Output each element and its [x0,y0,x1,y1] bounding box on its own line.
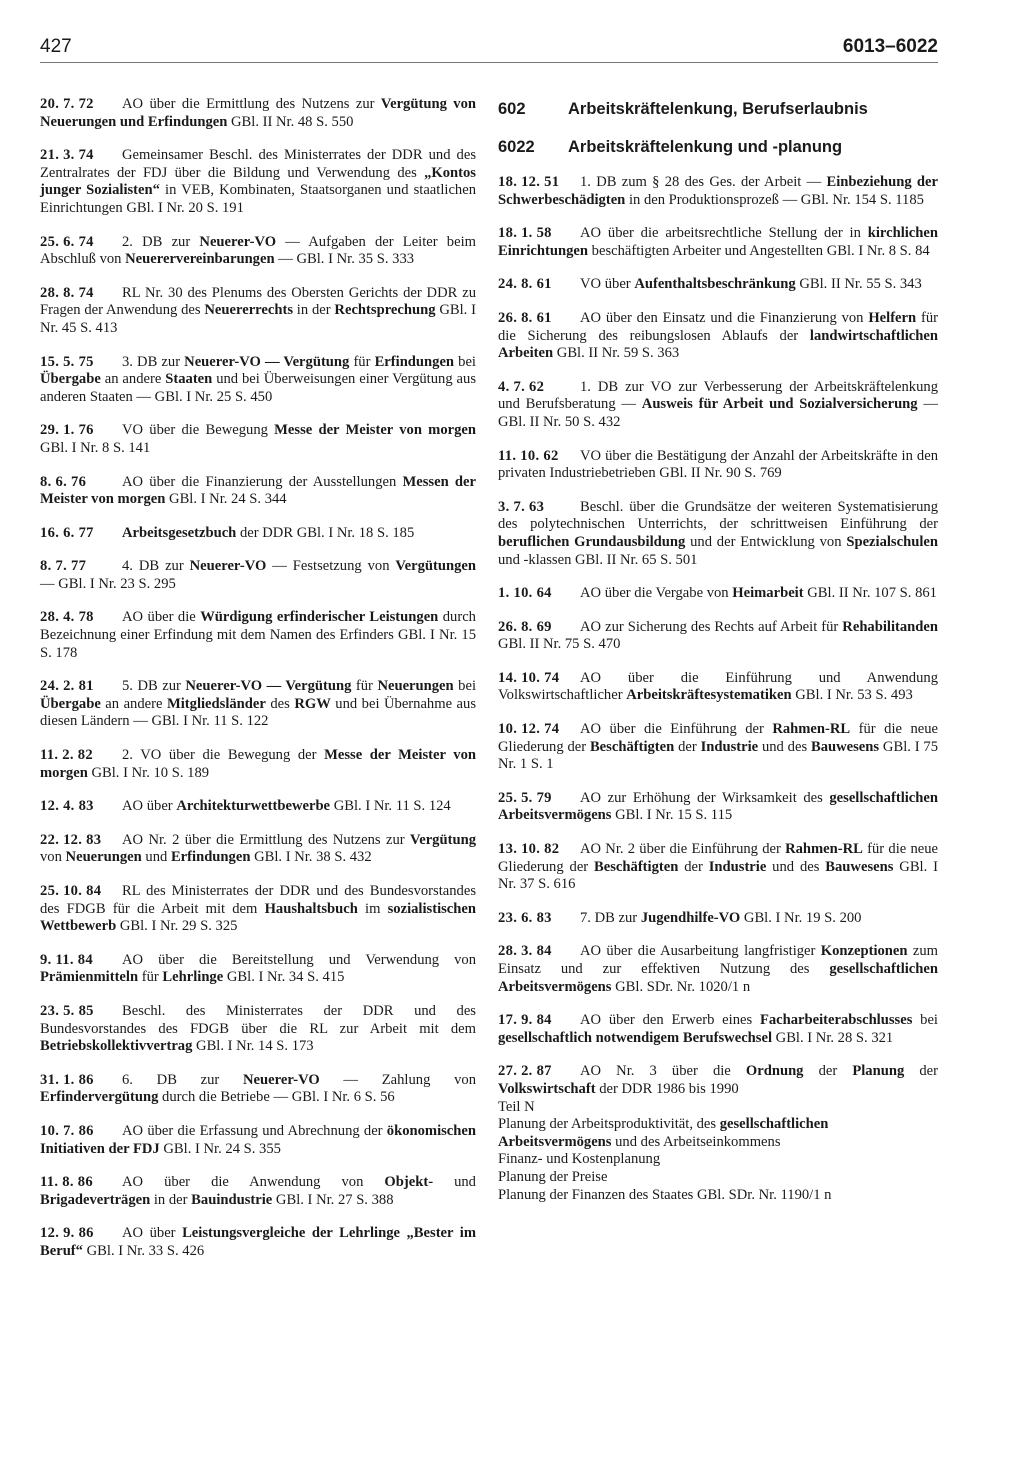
entry-text: und [141,849,171,866]
entry-text: der [678,858,709,875]
entry-keyword: Aufenthaltsbeschränkung [634,276,796,293]
entry-keyword: „Kontos junger Sozialisten“ [40,164,476,199]
law-entry [498,619,938,654]
entry-date: 31. 1. 86 [40,1071,94,1088]
entry-date: 21. 3. 74 [40,147,94,164]
entry-keyword: kirchlichen Einrichtungen [498,225,938,259]
entry-date: 9. 11. 84 [40,951,93,968]
entry-text: der [803,1063,853,1080]
entry-keyword: Planung [852,1063,905,1080]
law-entry [498,943,938,996]
entry-keyword: Architekturwettbewerbe [176,798,331,815]
entry-keyword: Übergabe [40,695,101,712]
entry-keyword: Rechtsprechung [334,302,436,319]
entry-text: RL des Ministerrates der DDR und des Bundesvorstandes des FDGB für die Arbeit mit dem [40,883,476,917]
entry-keyword: Heimarbeit [732,585,804,602]
entry-text: Beschl. über die Grundsätze der weiteren Systematisierung des polytechnischen Unterrichts, der schrittweisen Einführung der [498,498,938,533]
entry-date: 15. 5. 75 [40,353,94,370]
entry-keyword: Neuerer-VO [199,233,277,250]
entry-text: Planung der Preise [498,1168,608,1185]
entry-date: 28. 3. 84 [498,943,552,960]
entry-text: GBl. I Nr. 24 S. 344 [165,491,287,508]
entry-text: AO über die Ermittlung des Nutzens zur [122,96,381,112]
entry-keyword: Neuerer-VO — Vergütung [184,353,350,370]
entry-text: beschäftigten Arbeiter und Angestellten GBl. I Nr. 8 S. 84 [588,242,930,259]
entry-date: 13. 10. 82 [498,841,560,858]
entry-date: 4. 7. 62 [498,378,545,395]
entry-text: AO zur Erhöhung der Wirksamkeit des [580,789,830,806]
law-entry [498,448,938,483]
entry-date: 28. 8. 74 [40,284,94,301]
entry-line [498,1116,938,1151]
entry-keyword: Prämienmitteln [40,969,139,986]
law-entry [40,1072,476,1107]
entry-text: Planung der Arbeitsproduktivität, des [498,1116,720,1133]
entry-date: 18. 12. 51 [498,174,560,190]
entry-text: und [433,1174,476,1191]
entry-text: und bei Übernahme aus diesen Ländern — GBl. I Nr. 11 S. 122 [40,695,476,730]
entry-date: 27. 2. 87 [498,1063,552,1080]
entry-keyword: Neuerervereinbarungen [125,251,275,268]
law-entry [40,422,476,457]
entry-text: AO über den Einsatz und die Finanzierung von [580,309,869,326]
entry-date: 10. 7. 86 [40,1122,94,1139]
entry-text: AO über die Ausarbeitung langfristiger [580,943,821,960]
entry-date: 12. 9. 86 [40,1225,94,1242]
entry-keyword: Arbeitskräftesystematiken [626,687,792,704]
entry-date: 11. 2. 82 [40,747,93,764]
entry-keyword: landwirtschaftlichen Arbeiten [498,327,938,362]
law-entry [498,1063,938,1098]
entry-text: AO Nr. 3 über die [580,1063,746,1080]
entry-text: GBl. I Nr. 29 S. 325 [116,918,238,935]
entry-text: durch die Betriebe — GBl. I Nr. 6 S. 56 [158,1089,395,1106]
entry-date: 16. 6. 77 [40,524,94,541]
entry-text: für [349,353,375,370]
entry-keyword: Einbeziehung der Schwerbeschädigten [498,174,938,208]
entry-text: AO Nr. 2 über die Einführung der [580,841,786,858]
law-entry [40,1174,476,1209]
entry-keyword: Konzeptionen [820,943,908,960]
law-entry [40,952,476,987]
entry-text: der DDR 1986 bis 1990 [595,1080,739,1097]
entry-keyword: Spezialschulen [846,533,938,550]
entry-text: Finanz- und Kostenplanung [498,1151,661,1168]
law-entry [40,1225,476,1260]
entry-date: 29. 1. 76 [40,422,94,439]
entry-keyword: Bauindustrie [191,1191,273,1208]
entry-text: der [904,1063,938,1080]
entry-text: 4. DB zur [122,558,190,575]
entry-date: 17. 9. 84 [498,1012,552,1029]
entry-keyword: Messe der Meister von morgen [40,747,476,781]
entry-text: AO über die Anwendung von [122,1174,385,1191]
entry-text: AO über [122,798,177,815]
entry-date: 28. 4. 78 [40,609,94,626]
law-entry [40,558,476,593]
entry-date: 23. 6. 83 [498,909,552,926]
entry-text: an andere [100,371,166,388]
entry-date: 18. 1. 58 [498,225,552,242]
law-entry [40,96,476,131]
entry-keyword: Betriebskollektivvertrag [40,1038,193,1055]
entry-text: — Zahlung von [319,1071,476,1088]
entry-text: 7. DB zur [580,909,641,926]
entry-text: AO Nr. 2 über die Ermittlung des Nutzens zur [122,831,411,848]
entry-text: AO über die Vergabe von [580,585,733,602]
entry-keyword: Erfindungen [374,353,455,370]
entry-keyword: Ausweis für Arbeit und Sozialversicherung [641,396,918,413]
entry-text: in VEB, Kombinaten, Staatsorganen und staatlichen Einrichtungen GBl. I Nr. 20 S. 191 [40,182,476,216]
entry-text: — GBl. I Nr. 23 S. 295 [40,575,176,592]
entry-text: RL Nr. 30 des Plenums des Obersten Gerichts der DDR zu Fragen der Anwendung des [40,284,476,319]
entry-keyword: Neuerungen [65,849,142,866]
entry-text: VO über [580,276,635,293]
entry-line [498,1099,938,1117]
left-column [40,96,476,1277]
entry-keyword: Helfern [868,309,917,326]
entry-keyword: Bauwesens [810,738,880,755]
law-entry [498,841,938,894]
law-entry [40,609,476,662]
law-entry [40,798,476,816]
entry-date: 25. 10. 84 [40,883,102,899]
entry-text: GBl. I Nr. 33 S. 426 [82,1242,205,1259]
entry-text: von [40,849,66,866]
law-entry [40,234,476,269]
law-entry [40,1003,476,1056]
entry-keyword: Beschäftigten [594,858,679,875]
entry-keyword: Jugendhilfe-VO [640,909,741,926]
entry-date: 11. 8. 86 [40,1174,93,1191]
entry-keyword: Mitgliedsländer [166,695,266,712]
entry-text: und des Arbeitseinkommens [611,1133,781,1150]
entry-text: AO über die Finanzierung der Ausstellungen [122,473,403,490]
law-entry [498,910,938,928]
entry-date: 24. 2. 81 [40,678,94,695]
law-entry [40,285,476,338]
entry-text: in den Produktionsprozeß — GBl. Nr. 154 S. 1185 [625,191,924,208]
entry-text: GBl. I Nr. 37 S. 616 [498,858,938,893]
law-entry [498,721,938,774]
entry-text: 6. DB zur [122,1071,244,1088]
entry-text: bei [454,353,476,370]
entry-text: VO über die Bestätigung der Anzahl der Arbeitskräfte in den privaten Industriebetrieben GBl. II Nr. 90 S. 769 [498,447,938,482]
entry-date: 23. 5. 85 [40,1002,94,1019]
entry-keyword: Bauwesens [825,858,894,875]
entry-text: für die Sicherung des reibungslosen Ablaufs der [498,309,938,344]
entry-text: für die neue Gliederung der [498,841,938,875]
entry-text: 3. DB zur [122,353,185,370]
entry-text: AO über den Erwerb eines [580,1012,760,1029]
entry-text: 1. DB zum § 28 des Ges. der Arbeit — [580,174,827,190]
entry-text: bei [453,678,476,695]
entry-keyword: Objekt- [384,1174,434,1191]
entry-text: für [138,969,163,986]
entry-keyword: Staaten [165,371,213,388]
entry-keyword: Rahmen-RL [772,721,851,738]
entry-keyword: gesellschaftlichen Arbeitsvermögens [498,1116,829,1150]
entry-keyword: Messe der Meister von morgen [274,422,476,439]
entry-keyword: Vergütung von Neuerungen und Erfindungen [40,96,476,130]
entry-text: bei [912,1012,938,1029]
entry-keyword: Würdigung erfinderischer Leistungen [200,609,439,626]
law-entry [40,474,476,509]
entry-text: 2. VO über die Bewegung der [122,747,325,764]
entry-text: Gemeinsamer Beschl. des Ministerrates der DDR und des Zentralrates der FDJ über die Bildung und Verwendung des [40,147,476,181]
section-code: 6022 [498,138,535,156]
law-entry [40,525,476,543]
law-entry [498,276,938,294]
entry-date: 14. 10. 74 [498,669,560,686]
entry-text: AO über die [122,609,201,626]
entry-text: 2. DB zur [122,233,200,250]
page-number: 427 [40,36,72,57]
law-entry [498,174,938,209]
entry-text: — Aufgaben der Leiter beim Abschluß von [40,233,476,268]
entry-keyword: Erfindervergütung [40,1089,159,1106]
entry-text: zum Einsatz und zur effektiven Nutzung des [498,943,938,977]
entry-date: 12. 4. 83 [40,798,94,815]
entry-text: GBl. I 75 Nr. 1 S. 1 [498,738,939,773]
entry-text: — Festsetzung von [266,558,396,575]
law-entry [40,147,476,217]
entry-keyword: Industrie [700,738,759,755]
entry-text: des [265,695,295,712]
entry-keyword: Haushaltsbuch [264,900,358,917]
entry-date: 11. 10. 62 [498,447,559,464]
entry-text: im [357,900,388,917]
section-code: 602 [498,100,526,118]
entry-date: 8. 7. 77 [40,558,87,575]
entry-keyword: Ordnung [745,1063,804,1080]
law-entry [498,310,938,363]
entry-date: 26. 8. 61 [498,309,552,326]
law-entry [498,585,938,603]
entry-text: AO über die arbeitsrechtliche Stellung der in [580,225,868,242]
entry-text: GBl. I Nr. 27 S. 388 [272,1191,394,1208]
entry-date: 3. 7. 63 [498,498,545,515]
entry-date: 26. 8. 69 [498,618,552,635]
entry-keyword: Volkswirtschaft [498,1080,596,1097]
entry-text: durch Bezeichnung einer Erfindung mit dem Namen des Erfinders GBl. I Nr. 15 S. 178 [40,609,476,661]
entry-keyword: Lehrlinge [162,969,224,986]
entry-keyword: beruflichen Grundausbildung [498,533,686,550]
entry-text: GBl. II Nr. 48 S. 550 [227,113,354,130]
entry-text: — GBl. I Nr. 35 S. 333 [274,251,415,268]
entry-text: 5. DB zur [122,678,186,695]
entry-text: an andere [100,695,167,712]
entry-keyword: Übergabe [40,371,101,388]
entry-text: GBl. I Nr. 24 S. 355 [159,1140,281,1157]
entry-text: GBl. I Nr. 28 S. 321 [772,1029,894,1046]
entry-text: — GBl. II Nr. 50 S. 432 [498,396,938,430]
entry-line [498,1151,938,1169]
entry-keyword: gesellschaftlich notwendigem Berufswechsel [498,1029,773,1046]
last-entry-continuation [498,1099,938,1205]
entry-text: AO über die Bereitstellung und Verwendung von [122,951,476,968]
entry-keyword: gesellschaftlichen Arbeitsvermögens [498,961,938,995]
entry-text: in der [293,302,335,319]
right-entries [498,174,938,1099]
entry-text: und -klassen GBl. II Nr. 65 S. 501 [498,551,698,568]
entry-text: GBl. II Nr. 55 S. 343 [795,276,922,293]
law-entry [498,1012,938,1047]
entry-keyword: Leistungsvergleiche der Lehrlinge „Bester im Beruf“ [40,1225,476,1259]
law-entry [40,832,476,867]
entry-text: GBl. I Nr. 10 S. 189 [87,764,210,781]
entry-text: GBl. I Nr. 38 S. 432 [250,849,372,866]
entry-text: der [674,738,701,755]
law-entry [498,790,938,825]
entry-text: der DDR GBl. I Nr. 18 S. 185 [236,524,415,541]
law-entry [40,678,476,731]
entry-text: Beschl. des Ministerrates der DDR und des Bundesvorstandes des FDGB über die RL zur Arbeit mit dem [40,1002,476,1037]
entry-keyword: Neuerer-VO [243,1071,320,1088]
entry-keyword: Beschäftigten [589,738,675,755]
entry-keyword: Rehabilitanden [842,618,938,635]
entry-keyword: Vergütung [410,831,476,848]
entry-keyword: sozialistischen Wettbewerb [40,900,476,935]
entry-keyword: gesellschaftlichen Arbeitsvermögens [498,789,938,824]
entry-text: AO zur Sicherung des Rechts auf Arbeit für [580,618,843,635]
entry-text: GBl. I Nr. 11 S. 124 [330,798,451,815]
entry-text: und bei Überweisungen einer Vergütung aus anderen Staaten — GBl. I Nr. 25 S. 450 [40,371,477,405]
entry-line [498,1169,938,1187]
entry-date: 10. 12. 74 [498,721,560,738]
entry-keyword: Brigadeverträgen [40,1191,151,1208]
entry-date: 1. 10. 64 [498,585,552,602]
entry-text: Planung der Finanzen des Staates GBl. SDr. Nr. 1190/1 n [498,1186,832,1203]
entry-text: Teil N [498,1098,535,1115]
entry-text: GBl. I Nr. 19 S. 200 [740,909,862,926]
entry-text: GBl. II Nr. 107 S. 861 [803,585,937,602]
section-heading-602 [498,98,938,120]
header-rule [40,62,938,63]
entry-text: GBl. I Nr. 15 S. 115 [611,807,733,824]
law-entry [498,225,938,260]
law-entry [40,747,476,782]
page-header [0,20,1024,60]
entry-keyword: Neuerungen [377,678,454,695]
entry-text: und des [758,738,811,755]
document-range: 6013–6022 [842,36,938,57]
entry-text: GBl. I Nr. 53 S. 493 [791,687,913,704]
entry-date: 25. 5. 79 [498,789,552,806]
entry-text: und des [766,858,826,875]
entry-text: GBl. I Nr. 34 S. 415 [223,969,345,986]
entry-text: und der Entwicklung von [685,533,847,550]
section-title: Arbeitskräftelenkung und -planung [568,138,843,156]
entry-text: für die neue Gliederung der [498,721,938,755]
entry-text: GBl. I Nr. 45 S. 413 [40,302,476,336]
entry-text: VO über die Bewegung [122,422,275,439]
entry-keyword: Rahmen-RL [785,841,863,858]
law-entry [40,354,476,407]
entry-text: GBl. I Nr. 8 S. 141 [40,439,151,456]
entry-keyword: ökonomischen Initiativen der FDJ [40,1122,476,1157]
entry-text: GBl. II Nr. 75 S. 470 [498,636,621,653]
entry-keyword: Industrie [708,858,767,875]
law-entry [498,499,938,569]
entry-text: GBl. SDr. Nr. 1020/1 n [611,978,751,995]
entry-line [498,1187,938,1205]
entry-text: GBl. II Nr. 59 S. 363 [553,345,680,362]
entry-text: in der [150,1191,192,1208]
law-entry [498,670,938,705]
entry-text: AO über die Erfassung und Abrechnung der [122,1122,387,1139]
entry-keyword: Neuererrechts [204,302,293,319]
entry-text: AO über [122,1225,183,1242]
entry-date: 22. 12. 83 [40,831,102,848]
entry-date: 20. 7. 72 [40,96,94,112]
entry-keyword: Messen der Meister von morgen [40,473,476,508]
entry-date: 24. 8. 61 [498,276,552,293]
entry-keyword: RGW [294,695,331,712]
section-title: Arbeitskräftelenkung, Berufserlaubnis [568,100,868,118]
law-entry [40,1123,476,1158]
right-column [498,96,938,1204]
entry-date: 25. 6. 74 [40,233,94,250]
entry-keyword: Erfindungen [170,849,251,866]
entry-keyword: Neuerer-VO — Vergütung [185,678,352,695]
entry-keyword: Neuerer-VO [189,558,267,575]
law-entry [40,883,476,936]
entry-date: 8. 6. 76 [40,473,87,490]
entry-text: für [351,678,378,695]
section-heading-6022 [498,136,938,158]
entry-text: GBl. I Nr. 14 S. 173 [192,1038,314,1055]
entry-text: 1. DB zur VO zur Verbesserung der Arbeitskräftelenkung und Berufsberatung — [498,378,938,413]
entry-keyword: Arbeitsgesetzbuch [122,524,237,541]
entry-text: AO über die Einführung und Anwendung Volkswirtschaftlicher [498,669,938,704]
entry-text: AO über die Einführung der [580,721,773,738]
entry-keyword: Vergütungen [395,558,476,575]
law-entry [498,379,938,432]
entry-keyword: Facharbeiterabschlusses [759,1012,913,1029]
